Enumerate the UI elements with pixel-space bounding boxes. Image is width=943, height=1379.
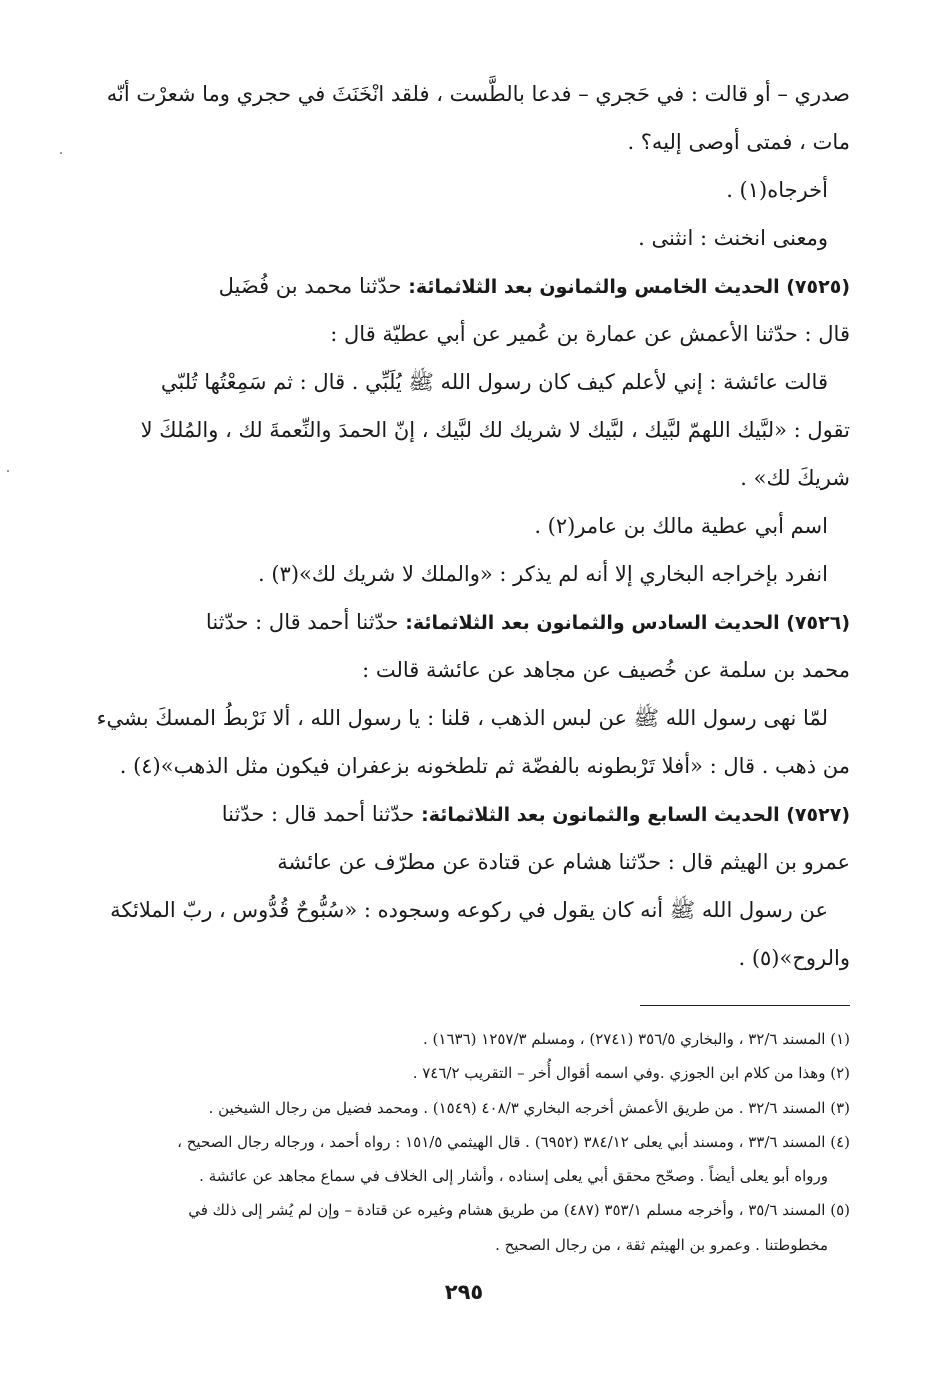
- footnote: (٢) وهذا من كلام ابن الجوزي .وفي اسمه أقوال أُخر – التقريب ٧٤٦/٢ .: [412, 1064, 850, 1083]
- scan-speck: [60, 152, 62, 154]
- text-line: تقول : «لبَّيك اللهمّ لبَّيك ، لبَّيك لا شريك لك لبَّيك ، إنّ الحمدَ والنِّعمةَ لك ، والمُلكَ لا: [140, 418, 850, 442]
- hadith-heading-7527: [78, 790, 850, 838]
- text-line: عن رسول الله ﷺ أنه كان يقول في ركوعه وسجوده : «سُبُّوحٌ قُدُّوس ، ربّ الملائكة: [110, 898, 828, 922]
- text-line: ومعنى انخنث : انثنى .: [638, 226, 828, 250]
- book-page: [78, 58, 850, 1358]
- text-line: عمرو بن الهيثم قال : حدّثنا هشام عن قتادة عن مطرّف عن عائشة: [277, 850, 850, 874]
- hadith-isnad: حدّثنا أحمد قال : حدّثنا: [221, 802, 415, 826]
- main-text: [78, 70, 850, 982]
- footnote: (٣) المسند ٣٢/٦ . من طريق الأعمش أخرجه البخاري ٤٠٨/٣ (١٥٤٩) . ومحمد فضيل من رجال الشيخين .: [208, 1098, 850, 1117]
- footnotes: [78, 1022, 850, 1262]
- hadith-heading-7526: [78, 598, 850, 646]
- text-line: أخرجاه(١) .: [726, 178, 828, 202]
- text-line: اسم أبي عطية مالك بن عامر(٢) .: [534, 514, 828, 538]
- footnote: (٥) المسند ٣٥/٦ ، وأخرجه مسلم ٣٥٣/١ (٤٨٧) من طريق هشام وغيره عن قتادة – وإن لم يُشر إلى ذلك في: [188, 1201, 850, 1220]
- footnote-separator: [640, 1005, 850, 1006]
- hadith-title: (٧٥٢٧) الحديث السابع والثمانون بعد الثلاثمائة:: [421, 804, 850, 826]
- text-line: لمّا نهى رسول الله ﷺ عن لبس الذهب ، قلنا : يا رسول الله ، ألا نَرْبطُ المسكَ بشيء: [96, 706, 828, 730]
- text-line: شريكَ لك» .: [740, 466, 850, 490]
- hadith-title: (٧٥٢٦) الحديث السادس والثمانون بعد الثلاثمائة:: [405, 612, 850, 634]
- footnote: (٤) المسند ٣٣/٦ ، ومسند أبي يعلى ٣٨٤/١٢ (٦٩٥٢) . قال الهيثمي ١٥١/٥ : رواه أحمد ، ورجاله رجال الصحيح ،: [177, 1132, 850, 1151]
- text-line: انفرد بإخراجه البخاري إلا أنه لم يذكر : «والملك لا شريك لك»(٣) .: [258, 562, 828, 586]
- text-line: صدري – أو قالت : في حَجري – فدعا بالطَّست ، فلقد انْخَنَثَ في حجري وما شعرْت أنّه: [106, 82, 850, 106]
- footnote: (١) المسند ٣٢/٦ ، والبخاري ٣٥٦/٥ (٢٧٤١) ، ومسلم ١٢٥٧/٣ (١٦٣٦) .: [423, 1030, 850, 1048]
- text-line: محمد بن سلمة عن خُصيف عن مجاهد عن عائشة قالت :: [362, 658, 850, 682]
- text-line: قالت عائشة : إني لأعلم كيف كان رسول الله ﷺ يُلَبِّي . قال : ثم سَمِعْتُها تُلبّي: [160, 370, 828, 394]
- hadith-heading-7525: [78, 262, 850, 310]
- footnote-continuation: مخطوطتنا . وعمرو بن الهيثم ثقة ، من رجال الصحيح .: [495, 1235, 828, 1254]
- hadith-title: (٧٥٢٥) الحديث الخامس والثمانون بعد الثلاثمائة:: [408, 276, 850, 298]
- hadith-isnad: حدّثنا محمد بن فُضَيل: [218, 274, 402, 298]
- text-line: مات ، فمتى أوصى إليه؟ .: [627, 130, 850, 154]
- text-line: من ذهب . قال : «أفلا تَرْبطونه بالفضّة ثم تلطخونه بزعفران فيكون مثل الذهب»(٤) .: [119, 754, 850, 778]
- footnote-continuation: ورواه أبو يعلى أيضاً . وصحّح محقق أبي يعلى إسناده ، وأشار إلى الخلاف في سماع مجاهد عن عائشة .: [199, 1167, 828, 1186]
- hadith-isnad: حدّثنا أحمد قال : حدّثنا: [205, 610, 399, 634]
- text-line: والروح»(٥) .: [738, 946, 850, 970]
- page-number: ٢٩٥: [444, 1280, 484, 1304]
- text-line: قال : حدّثنا الأعمش عن عمارة بن عُمير عن أبي عطيّة قال :: [330, 322, 850, 346]
- scan-speck: [7, 470, 9, 472]
